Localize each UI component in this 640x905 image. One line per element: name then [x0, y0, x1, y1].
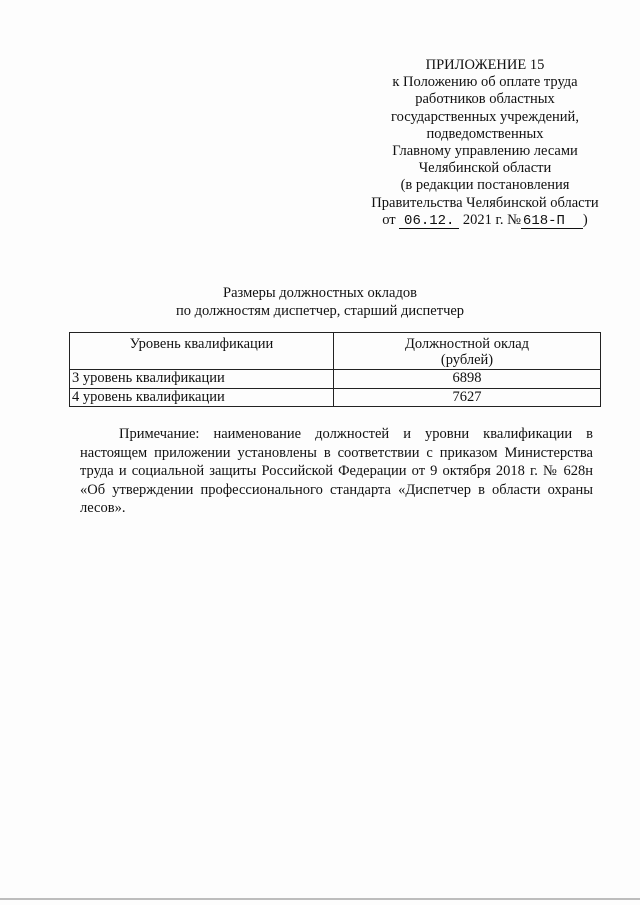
handwritten-number: 618-П	[521, 214, 583, 229]
table-header-row	[70, 333, 601, 370]
appendix-line-7: (в редакции постановления	[400, 177, 570, 194]
document-title	[80, 285, 560, 320]
closing-paren: )	[582, 211, 588, 228]
appendix-line-2: работников областных	[415, 91, 555, 108]
row-level: 3 уровень квалификации	[70, 370, 334, 389]
header-salary	[334, 333, 601, 370]
header-level: Уровень квалификации	[70, 333, 334, 370]
resolution-reference	[350, 212, 620, 229]
header-salary-line-1: Должностной оклад	[404, 336, 530, 352]
appendix-line-1: к Положению об оплате труда	[392, 74, 578, 91]
title-line-1: Размеры должностных окладов	[223, 285, 417, 301]
table-row	[70, 388, 601, 407]
salary-table	[69, 332, 601, 407]
appendix-line-5: Главному управлению лесами	[392, 143, 578, 160]
scan-edge-line	[0, 898, 640, 900]
row-level: 4 уровень квалификации	[70, 388, 334, 407]
appendix-line-4: подведомственных	[426, 125, 544, 142]
appendix-line-6: Челябинской области	[418, 160, 552, 177]
note-paragraph: Примечание: наименование должностей и уровни квалификации в настоящем приложении установлены в соответствии с приказом Министерства труда и социальной защиты Российской Федерации от 9 октября 2018 г. № 628н «Об утверждении профессионального стандарта «Диспетчер в области охраны лесов».	[80, 426, 593, 517]
appendix-line-8: Правительства Челябинской области	[371, 194, 599, 211]
header-salary-line-2: (рублей)	[440, 351, 494, 368]
appendix-header	[350, 57, 620, 229]
row-salary: 7627	[334, 388, 601, 407]
appendix-heading: ПРИЛОЖЕНИЕ 15	[425, 57, 545, 73]
table-row	[70, 370, 601, 389]
year-text: 2021 г. №	[462, 211, 521, 228]
from-prefix: от	[382, 211, 396, 228]
title-line-2: по должностям диспетчер, старший диспетчер	[175, 302, 465, 319]
handwritten-date: 06.12.	[399, 214, 459, 229]
appendix-line-3: государственных учреждений,	[391, 108, 579, 125]
row-salary: 6898	[334, 370, 601, 389]
